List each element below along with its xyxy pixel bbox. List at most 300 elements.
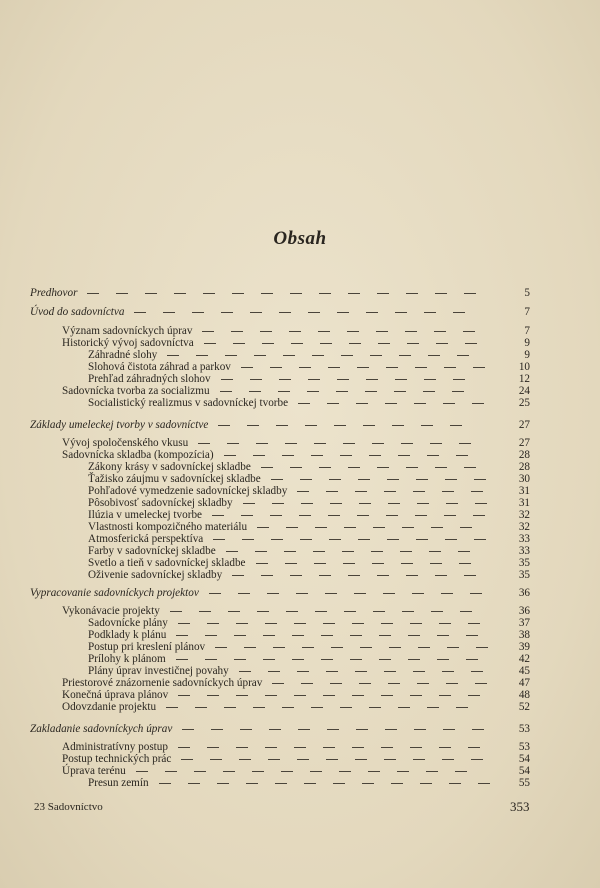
leader-dash: [202, 331, 214, 332]
toc-entry-page: 33: [518, 533, 530, 545]
leader-dash: [178, 695, 190, 696]
leader-dash: [388, 683, 400, 684]
toc-entry-page: 52: [518, 701, 530, 713]
toc-entry-page: 54: [518, 753, 530, 765]
toc-entry-label: Sadovnícke plány: [88, 617, 168, 629]
leader-dash: [372, 443, 384, 444]
leader-dash: [236, 623, 248, 624]
toc-entry-page: 36: [518, 605, 530, 617]
leader-dash: [471, 671, 483, 672]
leader-dash: [395, 312, 407, 313]
toc-entry-label: Sadovnícka skladba (kompozícia): [62, 449, 214, 461]
leader-dash: [213, 539, 225, 540]
leader-dash: [311, 455, 323, 456]
leader-dash: [478, 783, 490, 784]
leader-dash: [445, 479, 457, 480]
leader-dash: [297, 671, 309, 672]
toc-entry-label: Svetlo a tieň v sadovníckej skladbe: [88, 557, 246, 569]
leader-dash: [294, 747, 306, 748]
leader-dash: [460, 611, 472, 612]
leader-dash: [394, 391, 406, 392]
leader-dash: [428, 355, 440, 356]
leader-dash: [392, 425, 404, 426]
toc-entry-page: 36: [518, 587, 530, 599]
leader-dash: [389, 647, 401, 648]
leader-dash: [279, 312, 291, 313]
leader-dash: [384, 491, 396, 492]
leader-dash: [220, 391, 232, 392]
leader-dash: [435, 467, 447, 468]
leader-dash: [381, 623, 393, 624]
leader-dash: [408, 635, 420, 636]
leader-dash: [203, 293, 215, 294]
leader-dash: [255, 551, 267, 552]
leader-dash: [456, 455, 468, 456]
toc-entry-page: 45: [518, 665, 530, 677]
leader-dash: [447, 647, 459, 648]
leader-dash: [355, 491, 367, 492]
leader-dash: [194, 771, 206, 772]
leader-dash: [339, 771, 351, 772]
toc-entry: [0, 286, 600, 300]
leader-dash: [300, 539, 312, 540]
leader-dash: [261, 575, 273, 576]
leader-dash: [325, 593, 337, 594]
leader-dash: [299, 367, 311, 368]
toc-entry-label: Prehľad záhradných slohov: [88, 373, 211, 385]
leader-dash: [388, 503, 400, 504]
leader-dash: [290, 467, 302, 468]
toc-entry-page: 12: [518, 373, 530, 385]
leader-dash: [321, 635, 333, 636]
leader-dash: [413, 759, 425, 760]
leader-dash: [223, 771, 235, 772]
leader-dash: [442, 491, 454, 492]
leader-dash: [209, 593, 221, 594]
leader-dash: [354, 593, 366, 594]
leader-dash: [439, 747, 451, 748]
toc-entry-page: 24: [518, 385, 530, 397]
leader-dash: [261, 467, 273, 468]
leader-dash: [352, 695, 364, 696]
leader-dash: [319, 293, 331, 294]
leader-dash: [408, 659, 420, 660]
leader-dash: [170, 611, 182, 612]
leader-dash: [464, 293, 476, 294]
leader-dash: [328, 367, 340, 368]
footer-signature: 23 Sadovníctvo: [34, 801, 103, 813]
leader-dash: [267, 593, 279, 594]
leader-dash: [402, 527, 414, 528]
leader-dash: [342, 551, 354, 552]
leader-dash: [414, 729, 426, 730]
leader-dash: [410, 747, 422, 748]
leader-dash: [465, 343, 477, 344]
leader-dash: [387, 479, 399, 480]
toc-entry-label: Vykonávacie projekty: [62, 605, 160, 617]
leader-dash: [407, 343, 419, 344]
leader-dash: [265, 695, 277, 696]
leader-dash: [294, 623, 306, 624]
toc-entry-page: 47: [518, 677, 530, 689]
leader-dash: [314, 563, 326, 564]
toc-entry-label: Priestorové znázornenie sadovníckych úprav: [62, 677, 263, 689]
leader-dash: [304, 783, 316, 784]
leader-dash: [444, 515, 456, 516]
toc-entry: [0, 722, 600, 736]
toc-entry-label: Záhradné slohy: [88, 349, 158, 361]
toc-entry-page: 37: [518, 617, 530, 629]
leader-dash: [212, 515, 224, 516]
leader-dash: [473, 515, 485, 516]
leader-dash: [301, 683, 313, 684]
leader-dash: [370, 355, 382, 356]
leader-dash: [270, 367, 282, 368]
leader-dash: [417, 683, 429, 684]
leader-dash: [424, 312, 436, 313]
leader-dash: [359, 503, 371, 504]
toc-entry-label: Atmosferická perspektíva: [88, 533, 204, 545]
leader-dash: [360, 647, 372, 648]
leader-dash: [443, 403, 455, 404]
leader-dash: [417, 503, 429, 504]
leader-dash: [87, 293, 99, 294]
leader-dash: [474, 539, 486, 540]
leader-dash: [250, 312, 262, 313]
leader-dash: [470, 593, 482, 594]
leader-dash: [377, 575, 389, 576]
leader-dash: [387, 539, 399, 540]
leader-dash: [299, 515, 311, 516]
leader-dash: [385, 729, 397, 730]
leader-dash: [414, 403, 426, 404]
toc-entry-page: 53: [518, 741, 530, 753]
leader-dash: [204, 343, 216, 344]
leader-dash: [238, 593, 250, 594]
leader-dash: [207, 695, 219, 696]
leader-dash: [198, 443, 210, 444]
leader-dash: [385, 403, 397, 404]
leader-dash: [321, 659, 333, 660]
leader-dash: [471, 759, 483, 760]
toc-entry-page: 25: [518, 397, 530, 409]
leader-dash: [442, 671, 454, 672]
leader-dash: [430, 443, 442, 444]
leader-dash: [416, 479, 428, 480]
leader-dash: [366, 379, 378, 380]
leader-dash: [300, 479, 312, 480]
leader-dash: [452, 391, 464, 392]
leader-dash: [326, 759, 338, 760]
leader-dash: [369, 455, 381, 456]
leader-dash: [466, 635, 478, 636]
toc-entry-page: 28: [518, 449, 530, 461]
leader-dash: [188, 783, 200, 784]
leader-dash: [373, 527, 385, 528]
leader-dash: [343, 563, 355, 564]
leader-dash: [442, 759, 454, 760]
leader-dash: [285, 563, 297, 564]
toc-entry-label: Vývoj spoločenského vkusu: [62, 437, 189, 449]
toc-entry-label: Presun zemín: [88, 777, 149, 789]
leader-dash: [257, 611, 269, 612]
leader-dash: [444, 367, 456, 368]
leader-dash: [429, 551, 441, 552]
leader-dash: [363, 425, 375, 426]
leader-dash: [441, 593, 453, 594]
toc-entry-page: 31: [518, 497, 530, 509]
leader-dash: [176, 659, 188, 660]
leader-dash: [260, 331, 272, 332]
leader-dash: [236, 747, 248, 748]
leader-dash: [297, 491, 309, 492]
leader-dash: [401, 563, 413, 564]
leader-dash: [282, 455, 294, 456]
leader-dash: [406, 467, 418, 468]
toc-entry-page: 35: [518, 557, 530, 569]
leader-dash: [356, 403, 368, 404]
leader-dash: [228, 611, 240, 612]
leader-dash: [283, 355, 295, 356]
leader-dash: [379, 635, 391, 636]
leader-dash: [136, 771, 148, 772]
leader-dash: [395, 379, 407, 380]
leader-dash: [426, 771, 438, 772]
toc-entry-label: Zákony krásy v sadovníckej skladbe: [88, 461, 251, 473]
leader-dash: [176, 635, 188, 636]
leader-dash: [289, 331, 301, 332]
toc-entry-page: 55: [518, 777, 530, 789]
toc-entry-page: 53: [518, 723, 530, 735]
leader-dash: [340, 455, 352, 456]
leader-dash: [261, 293, 273, 294]
leader-dash: [365, 391, 377, 392]
leader-dash: [352, 747, 364, 748]
toc-entry-label: Sadovnícka tvorba za socializmu: [62, 385, 210, 397]
leader-dash: [234, 659, 246, 660]
toc-entry: [0, 586, 600, 600]
leader-dash: [384, 759, 396, 760]
leader-dash: [413, 671, 425, 672]
leader-dash: [413, 491, 425, 492]
leader-dash: [265, 623, 277, 624]
leader-dash: [348, 293, 360, 294]
leader-dash: [398, 707, 410, 708]
leader-dash: [234, 635, 246, 636]
leader-dash: [247, 425, 259, 426]
footer-page-number: 353: [510, 799, 530, 814]
leader-dash: [272, 503, 284, 504]
leader-dash: [199, 611, 211, 612]
leader-dash: [239, 671, 251, 672]
leader-dash: [315, 611, 327, 612]
leader-dash: [294, 695, 306, 696]
toc-entry-page: 27: [518, 419, 530, 431]
leader-dash: [181, 759, 193, 760]
leader-dash: [464, 467, 476, 468]
leader-dash: [337, 312, 349, 313]
leader-dash: [330, 683, 342, 684]
toc-entry-page: 9: [524, 349, 530, 361]
leader-dash: [434, 331, 446, 332]
leader-dash: [420, 783, 432, 784]
page-title: Obsah: [273, 228, 327, 249]
toc-entry: [0, 568, 600, 582]
toc-entry-page: 7: [524, 325, 530, 337]
leader-dash: [349, 343, 361, 344]
leader-dash: [350, 635, 362, 636]
toc-entry: [0, 396, 600, 410]
leader-dash: [159, 783, 171, 784]
leader-dash: [231, 331, 243, 332]
toc-entry-page: 31: [518, 485, 530, 497]
leader-dash: [358, 479, 370, 480]
toc-entry-label: Podklady k plánu: [88, 629, 167, 641]
leader-dash: [437, 659, 449, 660]
leader-dash: [145, 293, 157, 294]
toc-entry-label: Socialistický realizmus v sadovníckej tvorbe: [88, 397, 289, 409]
leader-dash: [472, 729, 484, 730]
leader-dash: [257, 527, 269, 528]
leader-dash: [291, 343, 303, 344]
leader-dash: [475, 683, 487, 684]
leader-dash: [319, 575, 331, 576]
leader-dash: [314, 443, 326, 444]
leader-dash: [254, 355, 266, 356]
leader-dash: [217, 783, 229, 784]
toc-entry-label: Administratívny postup: [62, 741, 168, 753]
leader-dash: [221, 312, 233, 313]
toc-entry-label: Odovzdanie projektu: [62, 701, 157, 713]
leader-dash: [236, 695, 248, 696]
leader-dash: [405, 331, 417, 332]
toc-entry-label: Význam sadovníckych úprav: [62, 325, 193, 337]
leader-dash: [252, 771, 264, 772]
leader-dash: [282, 707, 294, 708]
toc-entry-page: 5: [524, 287, 530, 299]
leader-dash: [329, 479, 341, 480]
leader-dash: [308, 312, 320, 313]
leader-dash: [334, 425, 346, 426]
toc-entry-label: Postup technických prác: [62, 753, 172, 765]
leader-dash: [457, 355, 469, 356]
leader-dash: [377, 293, 389, 294]
leader-dash: [431, 527, 443, 528]
leader-dash: [421, 425, 433, 426]
leader-dash: [224, 455, 236, 456]
leader-dash: [416, 539, 428, 540]
toc-entry-page: 54: [518, 765, 530, 777]
leader-dash: [232, 293, 244, 294]
leader-dash: [399, 355, 411, 356]
leader-dash: [427, 455, 439, 456]
leader-dash: [310, 771, 322, 772]
leader-dash: [415, 515, 427, 516]
leader-dash: [439, 623, 451, 624]
leader-dash: [436, 343, 448, 344]
toc-entry-label: Ťažisko záujmu v sadovníckej skladbe: [88, 473, 261, 485]
leader-dash: [430, 563, 442, 564]
leader-dash: [445, 539, 457, 540]
leader-dash: [427, 707, 439, 708]
leader-dash: [459, 563, 471, 564]
leader-dash: [327, 729, 339, 730]
leader-dash: [218, 425, 230, 426]
leader-dash: [196, 355, 208, 356]
leader-dash: [475, 503, 487, 504]
leader-dash: [356, 729, 368, 730]
leader-dash: [418, 647, 430, 648]
leader-dash: [369, 707, 381, 708]
leader-dash: [412, 593, 424, 594]
leader-dash: [435, 293, 447, 294]
leader-dash: [352, 623, 364, 624]
leader-dash: [456, 707, 468, 708]
toc-entry-page: 48: [518, 689, 530, 701]
leader-dash: [286, 611, 298, 612]
leader-dash: [431, 611, 443, 612]
leader-dash: [241, 367, 253, 368]
leader-dash: [331, 647, 343, 648]
leader-dash: [348, 575, 360, 576]
leader-dash: [307, 391, 319, 392]
leader-dash: [323, 623, 335, 624]
leader-dash: [273, 647, 285, 648]
leader-dash: [423, 391, 435, 392]
leader-dash: [256, 443, 268, 444]
leader-dash: [384, 671, 396, 672]
leader-dash: [225, 355, 237, 356]
leader-dash: [211, 729, 223, 730]
toc-entry-label: Prílohy k plánom: [88, 653, 166, 665]
leader-dash: [215, 647, 227, 648]
leader-dash: [246, 783, 258, 784]
leader-dash: [276, 425, 288, 426]
leader-dash: [344, 611, 356, 612]
leader-dash: [400, 551, 412, 552]
leader-dash: [453, 312, 465, 313]
leader-dash: [379, 659, 391, 660]
leader-dash: [311, 707, 323, 708]
leader-dash: [263, 659, 275, 660]
leader-dash: [377, 467, 389, 468]
toc-entry-page: 28: [518, 461, 530, 473]
leader-dash: [386, 367, 398, 368]
leader-dash: [449, 783, 461, 784]
leader-dash: [376, 331, 388, 332]
leader-dash: [372, 563, 384, 564]
leader-dash: [265, 747, 277, 748]
toc-entry-label: Slohová čistota záhrad a parkov: [88, 361, 231, 373]
leader-dash: [301, 503, 313, 504]
leader-dash: [373, 611, 385, 612]
leader-dash: [443, 729, 455, 730]
toc-entry-page: 39: [518, 641, 530, 653]
leader-dash: [355, 759, 367, 760]
leader-dash: [446, 503, 458, 504]
toc-entry: [0, 305, 600, 319]
leader-dash: [406, 575, 418, 576]
leader-dash: [320, 343, 332, 344]
leader-dash: [330, 503, 342, 504]
leader-dash: [410, 695, 422, 696]
leader-dash: [281, 771, 293, 772]
leader-dash: [174, 293, 186, 294]
toc-entry-page: 35: [518, 569, 530, 581]
leader-dash: [271, 539, 283, 540]
leader-dash: [296, 593, 308, 594]
leader-dash: [271, 479, 283, 480]
